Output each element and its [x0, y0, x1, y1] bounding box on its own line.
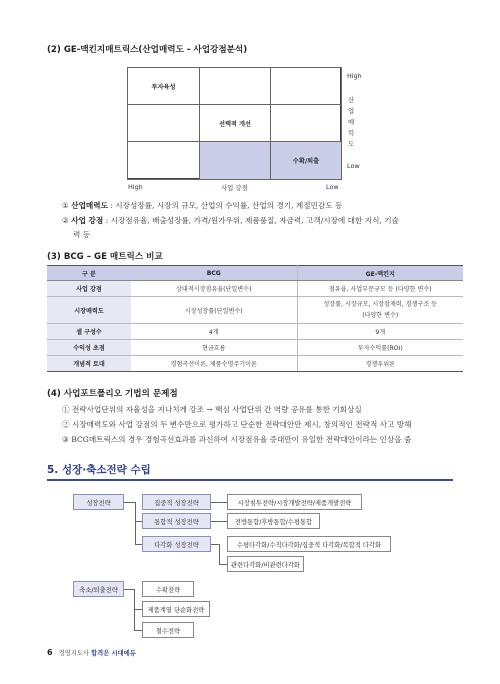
sec4-item-3: ③ BCG매트릭스의 경우 경험곡선효과를 과신하여 시장점유율 증대만이 유일한 전략대안이라는 인상을 줌	[62, 435, 412, 444]
concentrated-detail-box: 시장침투전략/시장개발전략/제품개발전략	[227, 494, 362, 510]
connector	[135, 544, 142, 545]
ge-matrix	[127, 67, 341, 179]
connector	[211, 502, 227, 503]
table-cell: 시장성장률(단일변수)	[131, 297, 297, 324]
matrix-cell-mid-left	[127, 104, 200, 142]
diversified-detail-box-1: 수평다각화/수직다각화/집중적 다각화/복합적 다각화	[227, 536, 391, 552]
table-cell: 투자수익률(ROI)	[297, 340, 463, 356]
table-cell-line: 성장률, 시장규모, 시장잠재력, 경쟁구조 등	[323, 301, 438, 308]
sec2-item-1: ① 산업매력도 : 시장성장률, 시장의 규모, 산업의 수익률, 산업의 경기, 계절민감도 등	[62, 201, 343, 210]
matrix-cell-bottom-left	[127, 141, 200, 180]
table-row	[47, 297, 463, 324]
table-cell: 9개	[297, 324, 463, 340]
table-header: GE-맥킨지	[297, 266, 463, 281]
connector	[211, 544, 219, 545]
x-axis-label: 사업 강점	[221, 184, 248, 192]
comparison-table	[47, 265, 463, 372]
table-cell	[297, 297, 463, 324]
diversified-detail-box-2: 관련다각화/비관련다각화	[227, 556, 304, 572]
connector	[135, 502, 136, 544]
connector	[123, 502, 135, 503]
matrix-cell-selective: 선택적 개선	[199, 104, 271, 142]
section4-title: (4) 사업포트폴리오 기법의 문제점	[47, 389, 178, 399]
table-header-row	[47, 266, 463, 281]
table-cell: 경쟁우위론	[297, 356, 463, 372]
page-number: 6	[47, 648, 53, 657]
table-header: BCG	[131, 266, 297, 281]
connector	[135, 521, 142, 522]
matrix-cell-bottom-mid	[199, 141, 271, 180]
matrix-cell-top-right	[270, 67, 342, 105]
connector	[134, 630, 142, 631]
matrix-cell-mid-right-shade	[270, 104, 342, 142]
table-header: 구 분	[47, 266, 131, 281]
table-row	[47, 281, 463, 297]
connector	[134, 609, 142, 610]
matrix-cell-invest: 투자육성	[127, 67, 200, 105]
x-axis-high: High	[128, 183, 143, 191]
table-cell: 수익성 초점	[47, 340, 131, 356]
simplify-strategy-box: 제품계열 단순화전략	[142, 601, 210, 617]
concentrated-growth-box: 집중적 성장전략	[142, 494, 211, 510]
sec2-item-2-cont: 력 등	[73, 230, 91, 239]
shrink-strategy-box: 축소/퇴출전략	[73, 581, 124, 597]
footer-brand: 합격은 시대에듀	[91, 650, 136, 657]
section5-underline	[47, 479, 453, 481]
table-cell: 사업 강점	[47, 281, 131, 297]
footer	[47, 648, 136, 657]
integrated-detail-box: 전방통합/후방통합/수평통합	[227, 513, 320, 529]
withdraw-strategy-box: 철수전략	[142, 622, 194, 638]
growth-strategy-box: 성장전략	[73, 494, 124, 510]
table-cell: 현금흐름	[131, 340, 297, 356]
diversified-growth-box: 다각화 성장전략	[142, 536, 211, 552]
x-axis-low: Low	[326, 183, 339, 191]
harvest-strategy-box: 수확전략	[142, 581, 194, 597]
table-cell: 시장매력도	[47, 297, 131, 324]
table-cell: 셀 구성수	[47, 324, 131, 340]
table-cell: 개념적 토대	[47, 356, 131, 372]
y-axis-low: Low	[347, 162, 360, 170]
table-cell: 상대적시장점유율(단일변수)	[131, 281, 297, 297]
connector	[219, 564, 227, 565]
table-cell: 4개	[131, 324, 297, 340]
table-cell: 점유율, 사업부문규모 등 (다양한 변수)	[297, 281, 463, 297]
table-row	[47, 356, 463, 372]
table-cell: 경험곡선이론, 제품수명주기이론	[131, 356, 297, 372]
y-axis-label: 산업매력도	[348, 96, 355, 148]
sec4-item-2: ② 시장매력도와 사업 강점의 두 변수만으로 평가하고 단순한 전략대안만 제시, 창의적인 전략적 사고 방해	[62, 420, 412, 429]
sec2-item-2: ② 사업 강점 : 시장점유율, 배출성장률, 가격/원가우위, 제품품질, 자금력, 고객/시장에 대한 지식, 기술	[62, 216, 399, 225]
connector	[124, 589, 134, 590]
connector	[211, 521, 227, 522]
table-row	[47, 324, 463, 340]
section2-title: (2) GE-맥킨지매트릭스(산업매력도 - 사업강점분석)	[47, 45, 248, 55]
section3-title: (3) BCG – GE 매트릭스 비교	[47, 252, 163, 262]
table-cell-line: (다양한 변수)	[362, 312, 399, 319]
y-axis-high: High	[347, 72, 362, 80]
footer-text: 경영지도사	[58, 650, 90, 657]
integrated-growth-box: 통합적 성장전략	[142, 513, 211, 529]
section5-title: 5. 성장·축소전략 수립	[47, 464, 151, 476]
matrix-cell-harvest: 수확/퇴출	[270, 141, 342, 180]
matrix-cell-top-mid	[199, 67, 271, 105]
sec4-item-1: ① 전략사업단위의 자율성을 지나치게 강조 → 핵심 사업단위 간 역량 공유를 통한 기회상실	[62, 405, 362, 414]
table-row	[47, 340, 463, 356]
connector	[219, 544, 220, 564]
